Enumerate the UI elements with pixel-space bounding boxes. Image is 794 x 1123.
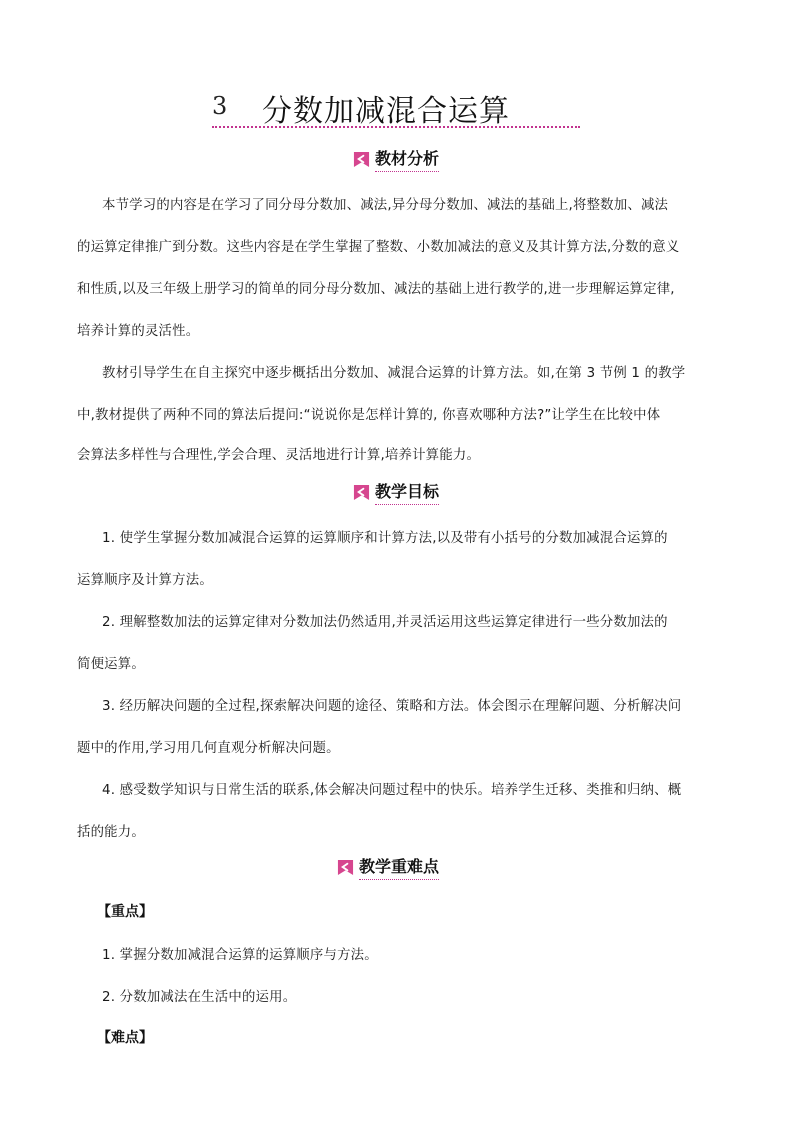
- analysis-line-5: 教材引导学生在自主探究中逐步概括出分数加、减混合运算的计算方法。如,在第 3 节例 1 的教学: [102, 366, 686, 381]
- lesson-number: 3: [212, 92, 228, 120]
- difficulty-label: 【难点】: [97, 1030, 153, 1046]
- section-heading-keypoints: [337, 855, 439, 879]
- section-heading-goals: [353, 480, 439, 504]
- bookmark-arrow-icon: [337, 859, 354, 876]
- focus-line-1: 1. 掌握分数加减混合运算的运算顺序与方法。: [102, 948, 378, 963]
- page-title: [212, 86, 580, 130]
- goal-line-7: 4. 感受数学知识与日常生活的联系,体会解决问题过程中的快乐。培养学生迁移、类推和归纳、概: [102, 783, 682, 798]
- section-heading-analysis: [353, 147, 439, 171]
- focus-label: 【重点】: [97, 904, 153, 920]
- section-title: 教材分析: [375, 146, 439, 172]
- lesson-title: 分数加减混合运算: [262, 94, 510, 129]
- analysis-line-3: 和性质,以及三年级上册学习的简单的同分母分数加、减法的基础上进行教学的,进一步理解运算定律,: [77, 282, 675, 297]
- analysis-line-7: 会算法多样性与合理性,学会合理、灵活地进行计算,培养计算能力。: [77, 448, 481, 463]
- analysis-line-4: 培养计算的灵活性。: [77, 324, 200, 339]
- title-underline: [212, 126, 580, 128]
- analysis-line-1: 本节学习的内容是在学习了同分母分数加、减法,异分母分数加、减法的基础上,将整数加、减法: [102, 198, 669, 213]
- analysis-line-2: 的运算定律推广到分数。这些内容是在学生掌握了整数、小数加减法的意义及其计算方法,分数的意义: [77, 240, 680, 255]
- goal-line-1: 1. 使学生掌握分数加减混合运算的运算顺序和计算方法,以及带有小括号的分数加减混合运算的: [102, 531, 668, 546]
- goal-line-3: 2. 理解整数加法的运算定律对分数加法仍然适用,并灵活运用这些运算定律进行一些分数加法的: [102, 615, 668, 630]
- goal-line-5: 3. 经历解决问题的全过程,探索解决问题的途径、策略和方法。体会图示在理解问题、分析解决问: [102, 699, 682, 714]
- bookmark-arrow-icon: [353, 484, 370, 501]
- goal-line-4: 简便运算。: [77, 657, 145, 672]
- focus-line-2: 2. 分数加减法在生活中的运用。: [102, 990, 297, 1005]
- analysis-line-6: 中,教材提供了两种不同的算法后提问:“说说你是怎样计算的, 你喜欢哪种方法?”让学生在比较中体: [77, 408, 661, 423]
- section-title: 教学目标: [375, 479, 439, 505]
- goal-line-8: 括的能力。: [77, 825, 145, 840]
- bookmark-arrow-icon: [353, 151, 370, 168]
- goal-line-6: 题中的作用,学习用几何直观分析解决问题。: [77, 741, 340, 756]
- goal-line-2: 运算顺序及计算方法。: [77, 573, 213, 588]
- section-title: 教学重难点: [359, 854, 439, 880]
